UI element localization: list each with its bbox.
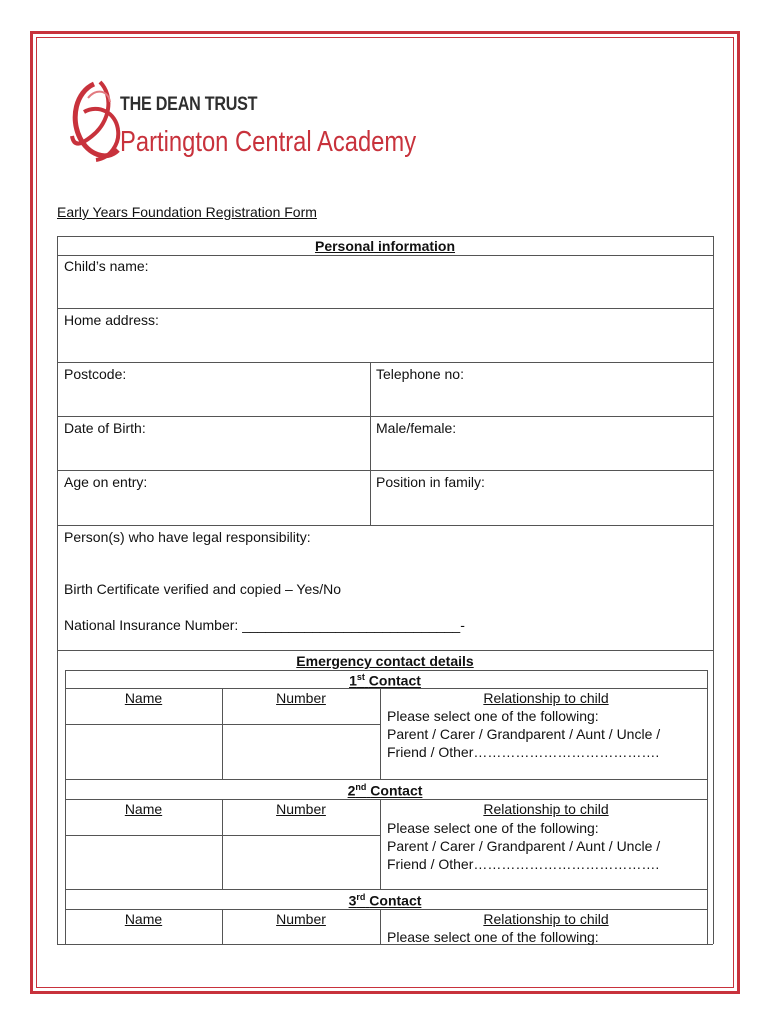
gender-label: Male/female: <box>376 420 457 436</box>
column-divider <box>380 909 381 944</box>
contact-2-heading: 2nd Contact <box>347 782 423 799</box>
home-address-label: Home address: <box>64 312 159 328</box>
contact-3-number-header: Number <box>276 911 326 927</box>
row-rule <box>57 308 713 309</box>
table-bottom-border <box>57 944 713 945</box>
birth-certificate-label: Birth Certificate verified and copied – Yes/No <box>64 581 342 597</box>
row-rule <box>57 470 713 471</box>
column-divider <box>370 362 371 525</box>
row-rule <box>65 835 380 836</box>
column-divider <box>380 688 381 779</box>
legal-responsibility-label: Person(s) who have legal responsibility: <box>64 529 311 545</box>
dob-label: Date of Birth: <box>64 420 146 436</box>
table-top-border <box>57 236 713 237</box>
contact-1-options-line1: Parent / Carer / Grandparent / Aunt / Uncle / <box>387 726 661 742</box>
contact-rule <box>65 799 707 800</box>
column-divider <box>380 799 381 889</box>
heading-rule <box>57 255 713 256</box>
contact-2-name-header: Name <box>124 801 163 817</box>
form-title: Early Years Foundation Registration Form <box>57 204 317 220</box>
postcode-label: Postcode: <box>64 366 127 382</box>
position-family-label: Position in family: <box>376 474 485 490</box>
contact-2-options-line1: Parent / Carer / Grandparent / Aunt / Uncle / <box>387 838 661 854</box>
contact-2-select-prompt: Please select one of the following: <box>387 820 599 836</box>
personal-info-heading: Personal information <box>314 238 456 254</box>
contact-1-name-header: Name <box>124 690 163 706</box>
emergency-heading: Emergency contact details <box>296 653 474 669</box>
row-rule <box>65 889 707 890</box>
contact-rule <box>65 688 707 689</box>
contact-1-select-prompt: Please select one of the following: <box>387 708 599 724</box>
contact-3-heading: 3rd Contact <box>348 892 422 909</box>
contact-1-heading: 1st Contact <box>349 672 421 689</box>
table-right-border <box>713 236 714 944</box>
row-rule <box>65 779 707 780</box>
contact-1-number-header: Number <box>276 690 326 706</box>
table-left-border <box>57 236 58 944</box>
contact-2-relationship-header: Relationship to child <box>483 801 609 817</box>
row-rule <box>57 525 713 526</box>
contact-2-options-line2: Friend / Other…………………………………. <box>387 856 660 872</box>
contact-3-select-prompt: Please select one of the following: <box>387 929 599 945</box>
contact-2-number-header: Number <box>276 801 326 817</box>
childs-name-label: Child’s name: <box>64 258 149 274</box>
contact-3-name-header: Name <box>124 911 163 927</box>
contact-1-relationship-header: Relationship to child <box>483 690 609 706</box>
row-rule <box>57 416 713 417</box>
org-name-line1: THE DEAN TRUST <box>120 94 258 115</box>
age-entry-label: Age on entry: <box>64 474 148 490</box>
telephone-label: Telephone no: <box>376 366 464 382</box>
org-name-line2: Partington Central Academy <box>120 126 417 158</box>
contact-rule <box>65 909 707 910</box>
row-rule <box>57 650 713 651</box>
row-rule <box>65 724 380 725</box>
contact-1-options-line2: Friend / Other…………………………………. <box>387 744 660 760</box>
contact-3-relationship-header: Relationship to child <box>483 911 609 927</box>
ni-number-label: National Insurance Number: ____________________________- <box>64 617 465 633</box>
row-rule <box>57 362 713 363</box>
contact-rule <box>65 670 707 671</box>
